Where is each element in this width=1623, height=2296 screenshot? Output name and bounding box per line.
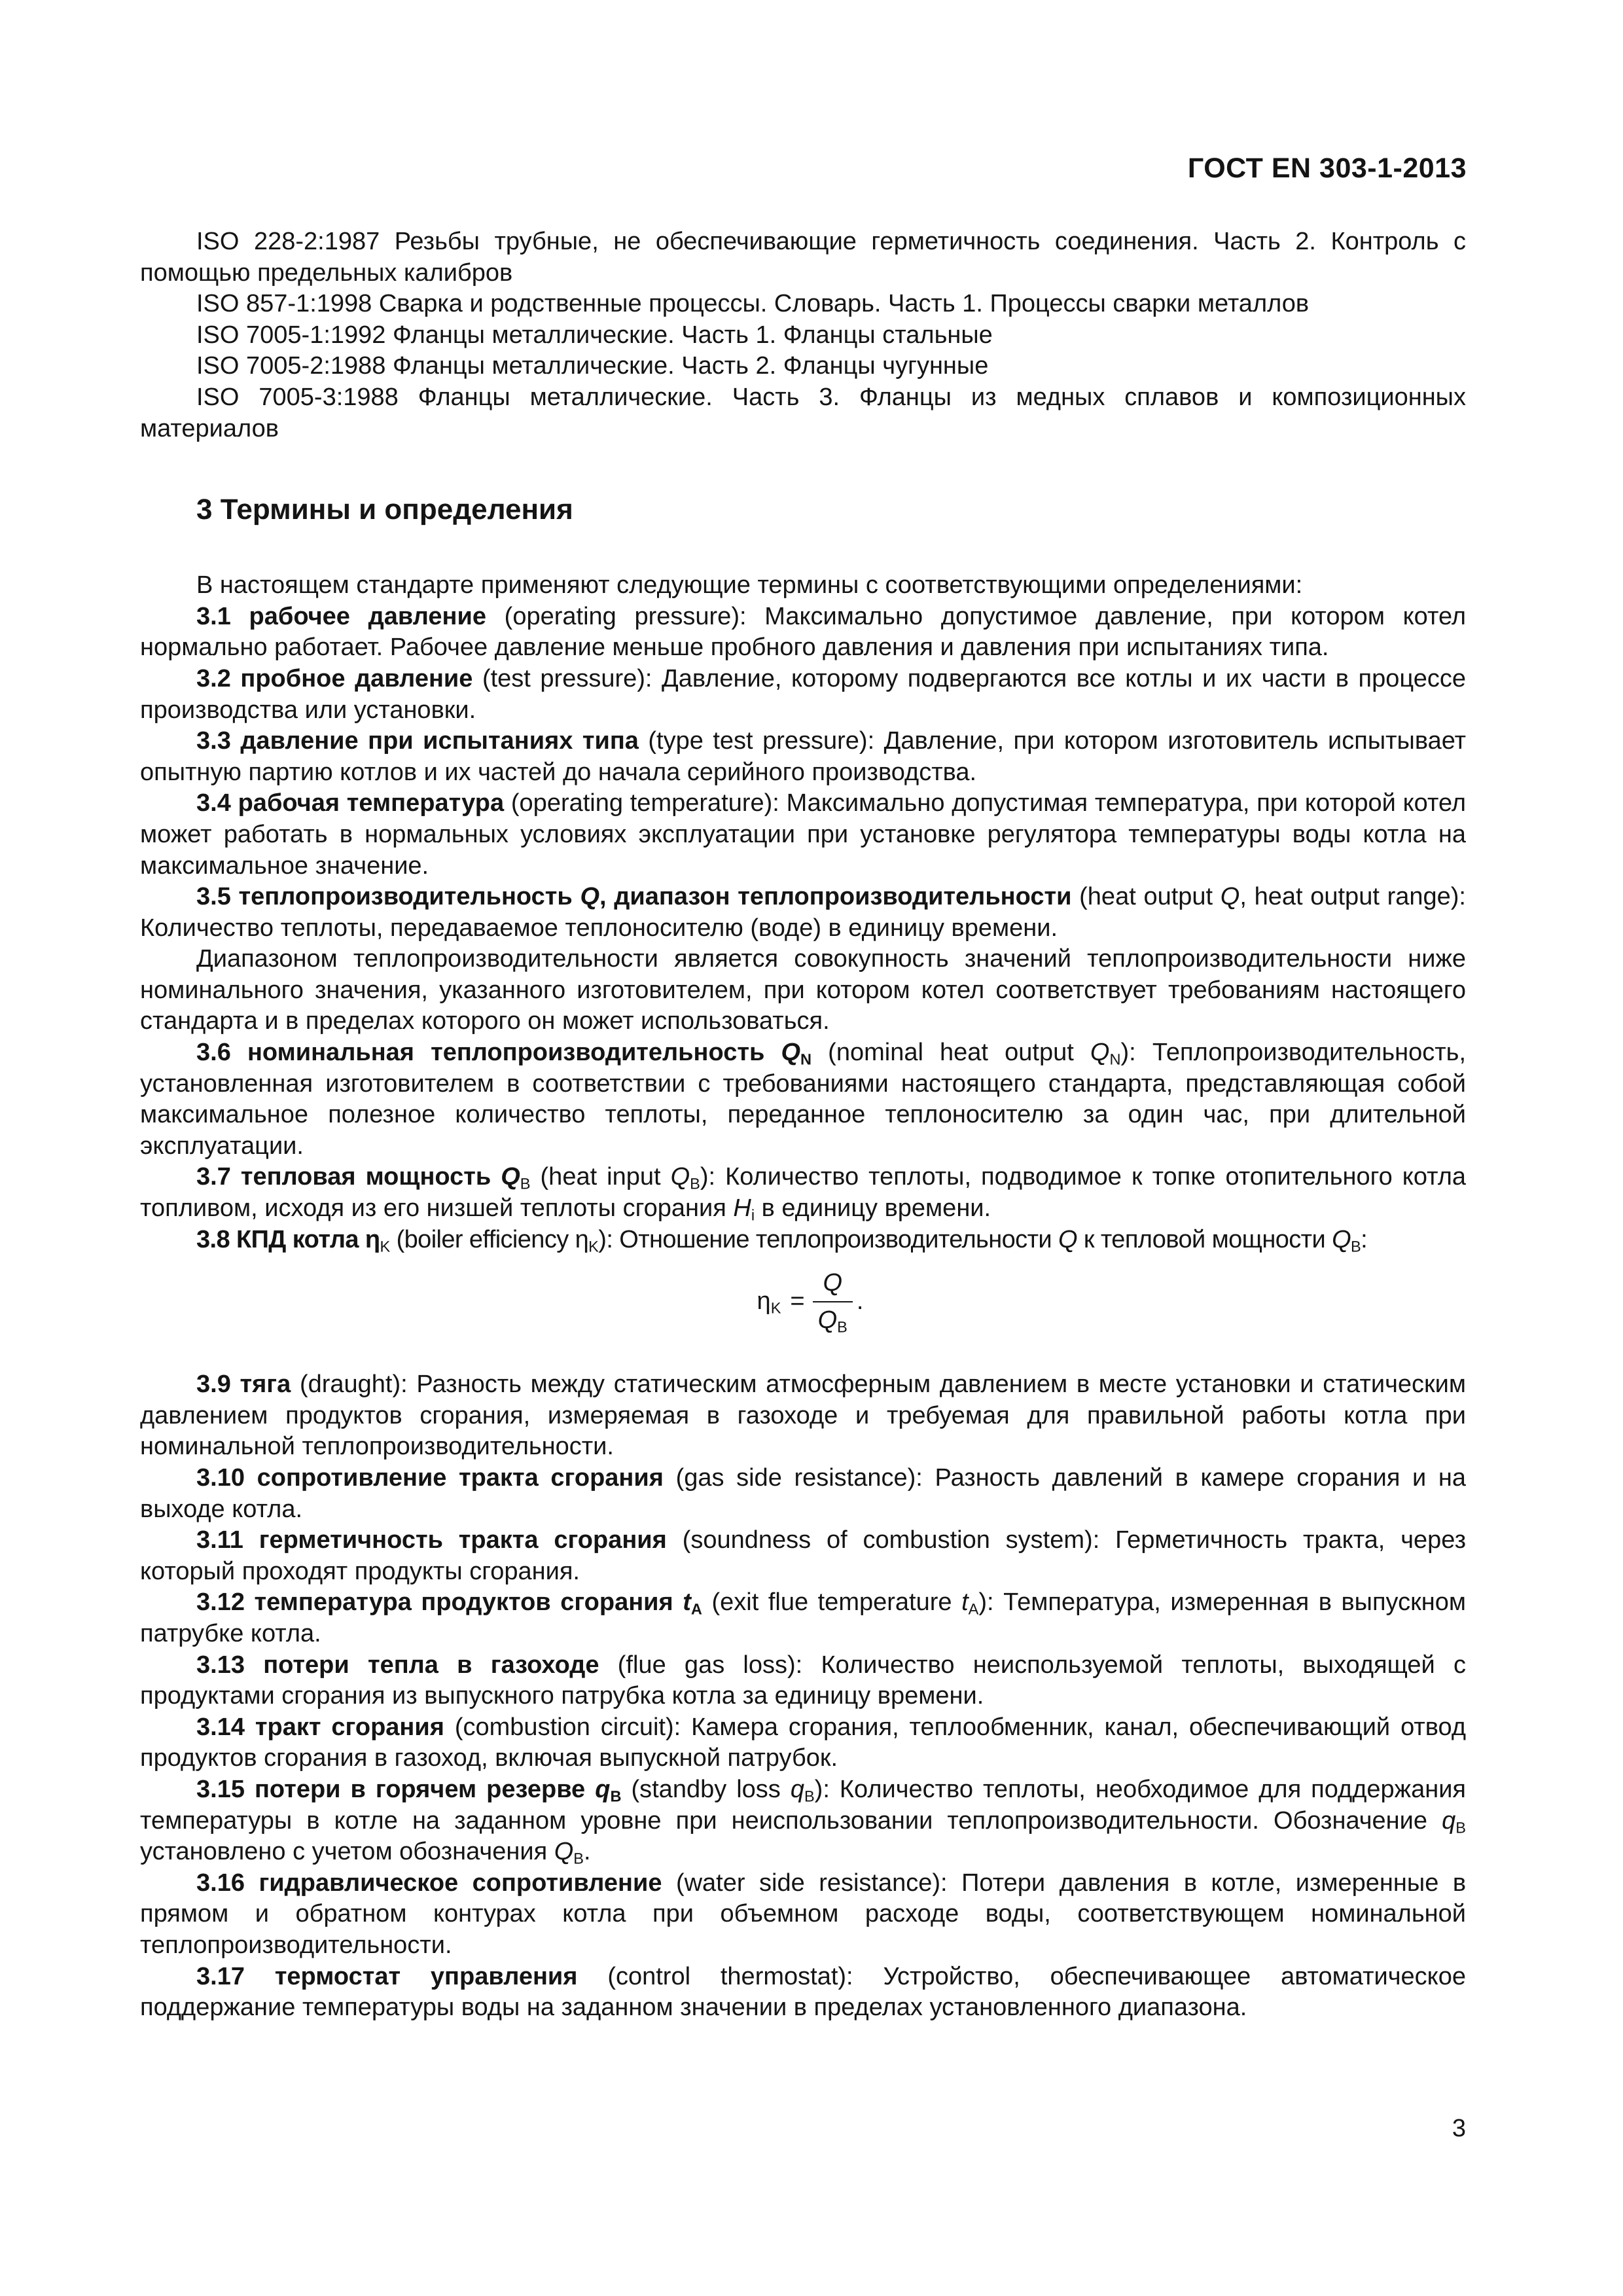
formula-fraction bbox=[813, 1268, 853, 1336]
term-3-1: 3.1 рабочее давление (operating pressure): Максимально допустимое давление, при котором котел нормально работает. Рабочее давление меньше пробного давления и давления при испытаниях типа. bbox=[140, 602, 1467, 662]
term-3-11: 3.11 герметичность тракта сгорания (soundness of combustion system): Герметичность тракта, через который проходят продукты сгорания. bbox=[140, 1526, 1466, 1585]
term-3-2: 3.2 пробное давление (test pressure): Давление, которому подвергаются все котлы и их части в процессе производства или установки. bbox=[140, 664, 1466, 724]
reference-item: ISO 857-1:1998 Сварка и родственные процессы. Словарь. Часть 1. Процессы сварки металлов bbox=[196, 290, 1310, 318]
page-number: 3 bbox=[1452, 2115, 1466, 2142]
term-3-17: 3.17 термостат управления (control thermostat): Устройство, обеспечивающее автоматическое поддержание температуры воды на заданном значении в пределах установленного диапазона. bbox=[140, 1962, 1466, 2022]
reference-item: ISO 7005-2:1988 Фланцы металлические. Часть 2. Фланцы чугунные bbox=[196, 352, 989, 380]
reference-item: ISO 7005-1:1992 Фланцы металлические. Часть 1. Фланцы стальные bbox=[196, 321, 993, 349]
term-3-5-note: Диапазоном теплопроизводительности является совокупность значений теплопроизводительности ниже номинального значения, указанного изготовителем, при котором котел соответствует требованиям настоящего стандарта и в пределах которого он может использоваться. bbox=[140, 945, 1466, 1035]
term-3-7: 3.7 тепловая мощность $Q_B$ (heat input $Q_B$): Количество теплоты, подводимое к топке отопительного котла топливом, исходя из его низшей теплоты сгорания $H_i$ в единицу времени. bbox=[140, 1163, 1467, 1224]
term-3-14: 3.14 тракт сгорания (combustion circuit): Камера сгорания, теплообменник, канал, обеспечивающий отвод продуктов сгорания в газоход, включая выпускной патрубок. bbox=[140, 1713, 1467, 1772]
term-3-9: 3.9 тяга (draught): Разность между статическим атмосферным давлением в месте установки и статическим давлением продуктов сгорания, измеряемая в газоходе и требуемая для правильной работы котла при номинальной теплопроизводительности. bbox=[140, 1371, 1467, 1461]
term-3-3: 3.3 давление при испытаниях типа (type test pressure): Давление, при котором изготовитель испытывает опытную партию котлов и их частей до начала серийного производства. bbox=[140, 727, 1467, 786]
formula-equals: = bbox=[790, 1287, 805, 1316]
efficiency-formula bbox=[154, 1263, 1466, 1340]
term-3-13: 3.13 потери тепла в газоходе (flue gas loss): Количество неиспользуемой теплоты, выходящей с продуктами сгорания из выпускного патрубка котла за единицу времени. bbox=[140, 1651, 1466, 1710]
section-intro: В настоящем стандарте применяют следующие термины с соответствующими определениями: bbox=[196, 571, 1303, 600]
document-header: ГОСТ EN 303-1-2013 bbox=[1187, 152, 1467, 184]
term-3-12: 3.12 температура продуктов сгорания $t_A$ (exit flue temperature $t_A$): Температура, измеренная в выпускном патрубке котла. bbox=[140, 1588, 1466, 1647]
formula-period: . bbox=[856, 1287, 864, 1316]
term-3-6: 3.6 номинальная теплопроизводительность $Q_N$ (nominal heat output $Q_N$): Теплопроизводительность, установленная изготовителем в соответствии с требованиями настоящего стандарта, представляющая собой максимальное полезное количество теплоты, переданное теплоносителю за один час, при длительной эксплуатации. bbox=[140, 1039, 1467, 1160]
section-title: 3 Термины и определения bbox=[196, 493, 573, 526]
reference-item: ISO 7005-3:1988 Фланцы металлические. Часть 3. Фланцы из медных сплавов и композиционных материалов bbox=[140, 383, 1466, 442]
term-3-4: 3.4 рабочая температура (operating temperature): Максимально допустимая температура, при которой котел может работать в нормальных условиях эксплуатации при установке регулятора температуры воды котла на максимальное значение. bbox=[140, 789, 1467, 880]
page-content bbox=[140, 226, 1466, 2024]
term-3-8: 3.8 КПД котла $\eta_K$ (boiler efficiency $\eta_K$): Отношение теплопроизводительности Q к тепловой мощности $Q_B$: bbox=[196, 1225, 1368, 1255]
term-3-15: 3.15 потери в горячем резерве $q_B$ (standby loss $q_B$): Количество теплоты, необходимое для поддержания температуры в котле на заданном уровне при неиспользовании теплопроизводительности. Обозначение $q_B$ установлено с учетом обозначения $Q_B$. bbox=[140, 1775, 1467, 1867]
formula-denominator: $Q_B$ bbox=[813, 1301, 853, 1336]
term-3-10: 3.10 сопротивление тракта сгорания (gas side resistance): Разность давлений в камере сгорания и на выходе котла. bbox=[140, 1464, 1467, 1523]
term-3-5: 3.5 теплопроизводительность Q, диапазон теплопроизводительности (heat output Q, heat output range): Количество теплоты, передаваемое теплоносителю (воде) в единицу времени. bbox=[140, 883, 1466, 942]
formula-numerator: Q bbox=[823, 1268, 843, 1297]
reference-item: ISO 228-2:1987 Резьбы трубные, не обеспечивающие герметичность соединения. Часть 2. Контроль с помощью предельных калибров bbox=[140, 228, 1466, 287]
term-3-16: 3.16 гидравлическое сопротивление (water side resistance): Потери давления в котле, измеренные в прямом и обратном контурах котла при объемном расходе воды, соответствующем номинальной теплопроизводительности. bbox=[140, 1869, 1467, 1959]
formula-lhs: $\eta_K$ bbox=[757, 1287, 781, 1318]
